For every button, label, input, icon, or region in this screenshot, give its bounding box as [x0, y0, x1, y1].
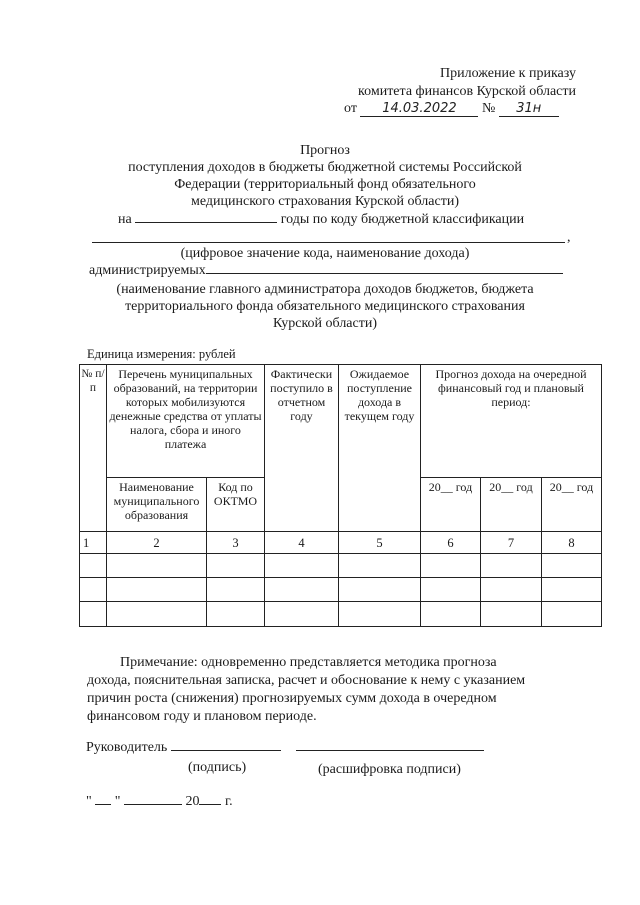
code-blank-line	[92, 242, 565, 243]
header-municipality-name: Наименование муниципального образования	[107, 478, 207, 532]
appendix-label: Приложение к приказу	[440, 66, 576, 81]
unit-label: Единица измерения: рублей	[87, 347, 236, 361]
col-number: 2	[107, 532, 207, 554]
table-cell[interactable]	[421, 554, 481, 578]
table-cell[interactable]	[542, 554, 602, 578]
col-number: 6	[421, 532, 481, 554]
admin-caption-2: территориального фонда обязательного медицинского страхования	[125, 299, 525, 314]
order-date-number	[344, 101, 559, 117]
date-year-suffix: г.	[224, 794, 233, 809]
header-num: № п/п	[80, 365, 107, 532]
table-cell[interactable]	[207, 554, 265, 578]
col-number: 7	[481, 532, 542, 554]
years-prefix: на	[118, 212, 132, 227]
head-label: Руководитель	[86, 740, 168, 755]
header-expected: Ожидаемое поступление дохода в текущем году	[339, 365, 421, 532]
table-cell[interactable]	[339, 602, 421, 627]
table-cell[interactable]	[339, 554, 421, 578]
signature-caption: (подпись)	[188, 760, 247, 775]
note-line-3: причин роста (снижения) прогнозируемых сумм дохода в очередном	[87, 691, 497, 706]
note-line-1: Примечание: одновременно представляется методика прогноза	[120, 655, 497, 670]
date-quote-close: "	[114, 794, 121, 809]
table-cell[interactable]	[481, 602, 542, 627]
header-municipalities-list: Перечень муниципальных образований, на территории которых мобилизуются денежные средства от уплаты налога, сбора и иного платежа	[107, 365, 265, 478]
table-cell[interactable]	[421, 602, 481, 627]
table-cell[interactable]	[421, 578, 481, 602]
month-blank[interactable]	[124, 804, 182, 805]
header-year-2: 20__ год	[481, 478, 542, 532]
col-number: 5	[339, 532, 421, 554]
admin-caption-3: Курской области)	[272, 316, 378, 331]
table-cell[interactable]	[80, 578, 107, 602]
signature-decode-blank[interactable]	[296, 750, 484, 751]
table-cell[interactable]	[481, 578, 542, 602]
title-line-2: поступления доходов в бюджеты бюджетной системы Российской	[128, 160, 522, 175]
forecast-table	[79, 364, 602, 627]
table-cell[interactable]	[107, 554, 207, 578]
note-line-2: дохода, пояснительная записка, расчет и обоснование к нему с указанием	[87, 673, 526, 688]
admin-line	[89, 263, 563, 279]
order-number-value: 31н	[499, 101, 559, 117]
col-number: 4	[265, 532, 339, 554]
committee-label: комитета финансов Курской области	[358, 84, 576, 99]
years-blank	[135, 222, 277, 223]
table-cell[interactable]	[265, 578, 339, 602]
table-cell[interactable]	[339, 578, 421, 602]
number-prefix: №	[481, 101, 496, 116]
title-line-5	[118, 212, 524, 228]
signature-blank[interactable]	[171, 750, 281, 751]
order-date-value: 14.03.2022	[360, 101, 478, 117]
table-row	[80, 554, 602, 578]
code-caption: (цифровое значение кода, наименование дохода)	[180, 246, 470, 261]
decode-caption: (расшифровка подписи)	[318, 762, 461, 777]
table-cell[interactable]	[481, 554, 542, 578]
header-forecast: Прогноз дохода на очередной финансовый год и плановый период:	[421, 365, 602, 478]
col-number: 3	[207, 532, 265, 554]
day-blank[interactable]	[95, 804, 111, 805]
note-line-4: финансовом году и плановом периоде.	[87, 709, 317, 724]
table-cell[interactable]	[542, 602, 602, 627]
year-blank[interactable]	[199, 804, 221, 805]
table-cell[interactable]	[542, 578, 602, 602]
table-cell[interactable]	[107, 578, 207, 602]
admin-label: администрируемых	[89, 263, 206, 278]
date-quote-open: "	[86, 794, 92, 809]
table-cell[interactable]	[265, 554, 339, 578]
table-cell[interactable]	[107, 602, 207, 627]
table-cell[interactable]	[80, 554, 107, 578]
years-suffix: годы по коду бюджетной классификации	[280, 212, 525, 227]
column-numbers-row	[80, 532, 602, 554]
code-comma: ,	[567, 230, 571, 245]
table-cell[interactable]	[80, 602, 107, 627]
admin-blank	[206, 273, 563, 274]
table-row	[80, 602, 602, 627]
admin-caption-1: (наименование главного администратора доходов бюджетов, бюджета	[116, 282, 534, 297]
table-row	[80, 578, 602, 602]
table-cell[interactable]	[265, 602, 339, 627]
table-cell[interactable]	[207, 602, 265, 627]
title-line-3: Федерации (территориальный фонд обязательного	[174, 177, 476, 192]
header-oktmo: Код по ОКТМО	[207, 478, 265, 532]
date-prefix: от	[344, 101, 357, 116]
signature-line	[86, 740, 484, 756]
header-year-1: 20__ год	[421, 478, 481, 532]
doc-title: Прогноз	[300, 143, 350, 158]
header-year-3: 20__ год	[542, 478, 602, 532]
table-cell[interactable]	[207, 578, 265, 602]
date-year-prefix: 20	[185, 794, 200, 809]
date-line	[86, 794, 233, 810]
col-number: 1	[80, 532, 107, 554]
header-actual: Фактически поступило в отчетном году	[265, 365, 339, 532]
col-number: 8	[542, 532, 602, 554]
title-line-4: медицинского страхования Курской области)	[191, 194, 459, 209]
